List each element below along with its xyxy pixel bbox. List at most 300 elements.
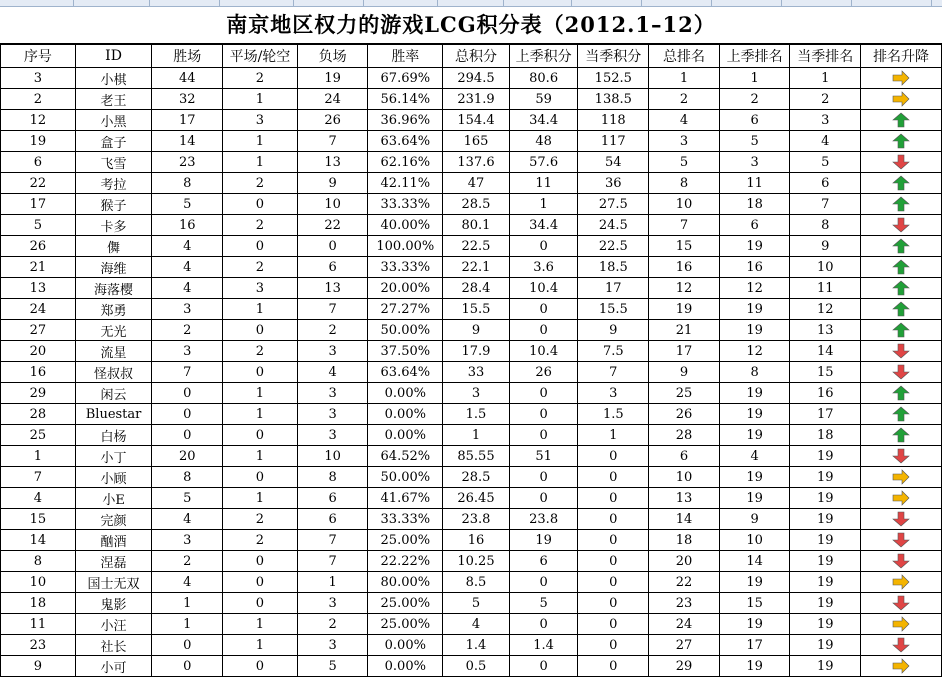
table-cell[interactable]: 6: [509, 551, 578, 572]
rank-change-cell[interactable]: [861, 68, 942, 89]
table-cell[interactable]: 17: [578, 278, 649, 299]
table-cell[interactable]: 7.5: [578, 341, 649, 362]
table-cell[interactable]: 22.1: [443, 257, 510, 278]
table-cell[interactable]: 1: [223, 89, 298, 110]
table-cell[interactable]: 5: [790, 152, 861, 173]
table-cell[interactable]: 0: [578, 509, 649, 530]
column-header[interactable]: 胜场: [152, 45, 223, 68]
table-cell[interactable]: 231.9: [443, 89, 510, 110]
table-cell[interactable]: 2: [223, 173, 298, 194]
rank-change-cell[interactable]: [861, 362, 942, 383]
table-cell[interactable]: 26.45: [443, 488, 510, 509]
table-cell[interactable]: 0.00%: [368, 635, 443, 656]
table-cell[interactable]: 10.4: [509, 341, 578, 362]
table-cell[interactable]: 19: [509, 530, 578, 551]
table-cell[interactable]: 80.6: [509, 68, 578, 89]
table-cell[interactable]: 7: [297, 299, 368, 320]
table-cell[interactable]: 0: [578, 488, 649, 509]
table-cell[interactable]: 19: [790, 656, 861, 677]
table-cell[interactable]: 80.1: [443, 215, 510, 236]
table-cell[interactable]: 4: [297, 362, 368, 383]
table-cell[interactable]: 9: [297, 173, 368, 194]
table-cell[interactable]: 50.00%: [368, 320, 443, 341]
table-cell[interactable]: 10: [649, 194, 720, 215]
table-cell[interactable]: 2: [223, 341, 298, 362]
table-cell[interactable]: 19: [719, 488, 790, 509]
table-cell[interactable]: 14: [790, 341, 861, 362]
table-cell[interactable]: 1.4: [509, 635, 578, 656]
table-cell[interactable]: 16: [649, 257, 720, 278]
table-cell[interactable]: 1: [509, 194, 578, 215]
table-cell[interactable]: 酗酒: [75, 530, 152, 551]
rank-change-cell[interactable]: [861, 257, 942, 278]
rank-change-cell[interactable]: [861, 530, 942, 551]
table-cell[interactable]: 10: [297, 446, 368, 467]
table-cell[interactable]: 2: [223, 68, 298, 89]
column-header[interactable]: 平场/轮空: [223, 45, 298, 68]
table-cell[interactable]: 24: [1, 299, 76, 320]
table-cell[interactable]: 18: [649, 530, 720, 551]
table-cell[interactable]: 27: [1, 320, 76, 341]
table-cell[interactable]: 0: [578, 656, 649, 677]
table-cell[interactable]: 294.5: [443, 68, 510, 89]
table-cell[interactable]: 8: [719, 362, 790, 383]
column-header[interactable]: 排名升降: [861, 45, 942, 68]
table-cell[interactable]: 1: [223, 383, 298, 404]
table-cell[interactable]: 117: [578, 131, 649, 152]
table-cell[interactable]: 15.5: [578, 299, 649, 320]
table-cell[interactable]: 22: [1, 173, 76, 194]
table-cell[interactable]: 6: [719, 110, 790, 131]
table-cell[interactable]: 0: [509, 299, 578, 320]
column-header[interactable]: 总排名: [649, 45, 720, 68]
table-cell[interactable]: 10: [719, 530, 790, 551]
table-cell[interactable]: 0: [509, 236, 578, 257]
column-header[interactable]: 总积分: [443, 45, 510, 68]
table-cell[interactable]: 4: [649, 110, 720, 131]
table-cell[interactable]: 20: [649, 551, 720, 572]
table-cell[interactable]: 138.5: [578, 89, 649, 110]
table-cell[interactable]: 1: [223, 635, 298, 656]
table-cell[interactable]: 儛: [75, 236, 152, 257]
table-cell[interactable]: 5: [152, 488, 223, 509]
table-cell[interactable]: 7: [152, 362, 223, 383]
rank-change-cell[interactable]: [861, 173, 942, 194]
table-cell[interactable]: 59: [509, 89, 578, 110]
column-header[interactable]: 当季排名: [790, 45, 861, 68]
table-cell[interactable]: 24.5: [578, 215, 649, 236]
table-cell[interactable]: 5: [719, 131, 790, 152]
table-cell[interactable]: 5: [152, 194, 223, 215]
table-cell[interactable]: 23.8: [509, 509, 578, 530]
table-cell[interactable]: 9: [578, 320, 649, 341]
column-header[interactable]: 当季积分: [578, 45, 649, 68]
rank-change-cell[interactable]: [861, 656, 942, 677]
table-cell[interactable]: 小丁: [75, 446, 152, 467]
table-cell[interactable]: 17: [719, 635, 790, 656]
table-cell[interactable]: 17: [152, 110, 223, 131]
table-cell[interactable]: 154.4: [443, 110, 510, 131]
table-cell[interactable]: 20: [152, 446, 223, 467]
table-cell[interactable]: 小可: [75, 656, 152, 677]
table-cell[interactable]: 1: [297, 572, 368, 593]
table-cell[interactable]: 14: [1, 530, 76, 551]
table-cell[interactable]: 33.33%: [368, 257, 443, 278]
table-cell[interactable]: 12: [719, 278, 790, 299]
table-cell[interactable]: 0: [578, 614, 649, 635]
table-cell[interactable]: 7: [578, 362, 649, 383]
table-cell[interactable]: 63.64%: [368, 131, 443, 152]
table-cell[interactable]: 3: [790, 110, 861, 131]
table-cell[interactable]: 118: [578, 110, 649, 131]
table-cell[interactable]: 13: [790, 320, 861, 341]
table-cell[interactable]: 0: [152, 404, 223, 425]
table-cell[interactable]: 13: [1, 278, 76, 299]
table-cell[interactable]: 137.6: [443, 152, 510, 173]
table-cell[interactable]: 9: [790, 236, 861, 257]
table-cell[interactable]: 25: [649, 383, 720, 404]
table-cell[interactable]: 25: [1, 425, 76, 446]
table-cell[interactable]: 10: [790, 257, 861, 278]
table-cell[interactable]: 6: [719, 215, 790, 236]
table-cell[interactable]: 0: [223, 467, 298, 488]
table-cell[interactable]: 3: [297, 383, 368, 404]
rank-change-cell[interactable]: [861, 152, 942, 173]
table-cell[interactable]: 64.52%: [368, 446, 443, 467]
table-cell[interactable]: 19: [719, 404, 790, 425]
table-cell[interactable]: 闲云: [75, 383, 152, 404]
table-cell[interactable]: 42.11%: [368, 173, 443, 194]
table-cell[interactable]: 48: [509, 131, 578, 152]
table-cell[interactable]: 7: [1, 467, 76, 488]
table-cell[interactable]: 4: [790, 131, 861, 152]
table-cell[interactable]: 16: [152, 215, 223, 236]
table-cell[interactable]: 0: [509, 614, 578, 635]
table-cell[interactable]: 国士无双: [75, 572, 152, 593]
table-cell[interactable]: 0.00%: [368, 404, 443, 425]
column-header[interactable]: 上季排名: [719, 45, 790, 68]
table-cell[interactable]: 28: [649, 425, 720, 446]
rank-change-cell[interactable]: [861, 551, 942, 572]
table-cell[interactable]: 12: [1, 110, 76, 131]
table-cell[interactable]: 6: [297, 509, 368, 530]
rank-change-cell[interactable]: [861, 488, 942, 509]
table-cell[interactable]: 19: [719, 320, 790, 341]
table-cell[interactable]: 3: [297, 635, 368, 656]
table-cell[interactable]: 4: [152, 236, 223, 257]
table-cell[interactable]: 33.33%: [368, 194, 443, 215]
table-cell[interactable]: 0: [578, 593, 649, 614]
table-cell[interactable]: 2: [719, 89, 790, 110]
table-cell[interactable]: 0: [152, 656, 223, 677]
table-cell[interactable]: 13: [649, 488, 720, 509]
table-cell[interactable]: 15: [649, 236, 720, 257]
table-cell[interactable]: 5: [649, 152, 720, 173]
table-cell[interactable]: 海落樱: [75, 278, 152, 299]
table-cell[interactable]: 0: [509, 467, 578, 488]
table-cell[interactable]: 6: [1, 152, 76, 173]
table-cell[interactable]: 12: [790, 299, 861, 320]
table-cell[interactable]: 0: [578, 467, 649, 488]
table-cell[interactable]: 26: [509, 362, 578, 383]
table-cell[interactable]: 5: [509, 593, 578, 614]
table-cell[interactable]: 0: [578, 635, 649, 656]
table-cell[interactable]: 0.5: [443, 656, 510, 677]
table-cell[interactable]: 1: [223, 488, 298, 509]
column-header[interactable]: 序号: [1, 45, 76, 68]
table-cell[interactable]: 28: [1, 404, 76, 425]
table-cell[interactable]: Bluestar: [75, 404, 152, 425]
table-cell[interactable]: 0: [223, 551, 298, 572]
table-cell[interactable]: 21: [1, 257, 76, 278]
table-cell[interactable]: 8: [297, 467, 368, 488]
table-cell[interactable]: 18.5: [578, 257, 649, 278]
table-cell[interactable]: 50.00%: [368, 467, 443, 488]
rank-change-cell[interactable]: [861, 341, 942, 362]
column-header[interactable]: 胜率: [368, 45, 443, 68]
table-cell[interactable]: 0: [152, 383, 223, 404]
table-cell[interactable]: 19: [790, 614, 861, 635]
table-cell[interactable]: 37.50%: [368, 341, 443, 362]
rank-change-cell[interactable]: [861, 425, 942, 446]
rank-change-cell[interactable]: [861, 404, 942, 425]
table-cell[interactable]: 3: [443, 383, 510, 404]
rank-change-cell[interactable]: [861, 593, 942, 614]
table-cell[interactable]: 1: [719, 68, 790, 89]
table-cell[interactable]: 4: [152, 509, 223, 530]
table-cell[interactable]: 29: [1, 383, 76, 404]
table-cell[interactable]: 5: [297, 656, 368, 677]
table-cell[interactable]: 3: [223, 110, 298, 131]
table-cell[interactable]: 19: [297, 68, 368, 89]
table-cell[interactable]: 22.5: [443, 236, 510, 257]
table-cell[interactable]: 2: [297, 320, 368, 341]
table-cell[interactable]: 小顾: [75, 467, 152, 488]
table-cell[interactable]: 33: [443, 362, 510, 383]
table-cell[interactable]: 19: [790, 530, 861, 551]
table-cell[interactable]: 34.4: [509, 110, 578, 131]
table-cell[interactable]: 3: [578, 383, 649, 404]
table-cell[interactable]: 1: [223, 404, 298, 425]
table-cell[interactable]: 41.67%: [368, 488, 443, 509]
rank-change-cell[interactable]: [861, 194, 942, 215]
table-cell[interactable]: 3: [297, 404, 368, 425]
table-cell[interactable]: 24: [297, 89, 368, 110]
table-cell[interactable]: 0: [223, 236, 298, 257]
table-cell[interactable]: 2: [152, 320, 223, 341]
table-cell[interactable]: 1: [1, 446, 76, 467]
table-cell[interactable]: 57.6: [509, 152, 578, 173]
table-cell[interactable]: 完颜: [75, 509, 152, 530]
table-cell[interactable]: 4: [443, 614, 510, 635]
table-cell[interactable]: 17: [790, 404, 861, 425]
table-cell[interactable]: 小黑: [75, 110, 152, 131]
table-cell[interactable]: 25.00%: [368, 614, 443, 635]
table-cell[interactable]: 0: [152, 425, 223, 446]
table-cell[interactable]: 8: [790, 215, 861, 236]
table-cell[interactable]: 卡多: [75, 215, 152, 236]
table-cell[interactable]: 24: [649, 614, 720, 635]
table-cell[interactable]: 16: [719, 257, 790, 278]
table-cell[interactable]: 19: [719, 467, 790, 488]
table-cell[interactable]: 7: [297, 530, 368, 551]
table-cell[interactable]: 猴子: [75, 194, 152, 215]
table-cell[interactable]: 21: [649, 320, 720, 341]
table-cell[interactable]: 2: [223, 530, 298, 551]
table-cell[interactable]: 3: [223, 278, 298, 299]
table-cell[interactable]: 0: [223, 572, 298, 593]
table-cell[interactable]: 19: [719, 572, 790, 593]
table-cell[interactable]: 17.9: [443, 341, 510, 362]
table-cell[interactable]: 47: [443, 173, 510, 194]
table-cell[interactable]: 9: [649, 362, 720, 383]
table-cell[interactable]: 7: [297, 551, 368, 572]
table-cell[interactable]: 23: [649, 593, 720, 614]
table-cell[interactable]: 飞雪: [75, 152, 152, 173]
table-cell[interactable]: 22: [649, 572, 720, 593]
table-cell[interactable]: 0: [223, 362, 298, 383]
table-cell[interactable]: 4: [152, 278, 223, 299]
table-cell[interactable]: 无光: [75, 320, 152, 341]
table-cell[interactable]: 2: [152, 551, 223, 572]
table-cell[interactable]: 1: [790, 68, 861, 89]
table-cell[interactable]: 5: [443, 593, 510, 614]
table-cell[interactable]: 小汪: [75, 614, 152, 635]
table-cell[interactable]: 19: [790, 572, 861, 593]
table-cell[interactable]: 10: [297, 194, 368, 215]
table-cell[interactable]: 0: [223, 593, 298, 614]
table-cell[interactable]: 0.00%: [368, 656, 443, 677]
table-cell[interactable]: 23: [1, 635, 76, 656]
table-cell[interactable]: 1: [223, 131, 298, 152]
table-cell[interactable]: 19: [719, 614, 790, 635]
table-cell[interactable]: 67.69%: [368, 68, 443, 89]
table-cell[interactable]: 19: [790, 488, 861, 509]
table-cell[interactable]: 涅磊: [75, 551, 152, 572]
table-cell[interactable]: 1: [578, 425, 649, 446]
table-cell[interactable]: 1: [649, 68, 720, 89]
table-cell[interactable]: 8: [1, 551, 76, 572]
table-cell[interactable]: 9: [1, 656, 76, 677]
table-cell[interactable]: 3: [297, 341, 368, 362]
table-cell[interactable]: 7: [649, 215, 720, 236]
table-cell[interactable]: 80.00%: [368, 572, 443, 593]
table-cell[interactable]: 1: [223, 446, 298, 467]
table-cell[interactable]: 郑勇: [75, 299, 152, 320]
table-cell[interactable]: 14: [649, 509, 720, 530]
table-cell[interactable]: 17: [649, 341, 720, 362]
table-cell[interactable]: 54: [578, 152, 649, 173]
table-cell[interactable]: 16: [790, 383, 861, 404]
table-cell[interactable]: 4: [719, 446, 790, 467]
table-cell[interactable]: 10.25: [443, 551, 510, 572]
rank-change-cell[interactable]: [861, 446, 942, 467]
table-cell[interactable]: 27: [649, 635, 720, 656]
table-cell[interactable]: 小棋: [75, 68, 152, 89]
table-cell[interactable]: 40.00%: [368, 215, 443, 236]
table-cell[interactable]: 152.5: [578, 68, 649, 89]
table-cell[interactable]: 2: [223, 215, 298, 236]
table-cell[interactable]: 0: [223, 194, 298, 215]
table-cell[interactable]: 33.33%: [368, 509, 443, 530]
table-cell[interactable]: 100.00%: [368, 236, 443, 257]
table-cell[interactable]: 63.64%: [368, 362, 443, 383]
table-cell[interactable]: 1.5: [443, 404, 510, 425]
table-cell[interactable]: 18: [719, 194, 790, 215]
table-cell[interactable]: 9: [719, 509, 790, 530]
table-cell[interactable]: 36: [578, 173, 649, 194]
table-cell[interactable]: 0: [297, 236, 368, 257]
table-cell[interactable]: 0: [223, 425, 298, 446]
table-cell[interactable]: 6: [297, 257, 368, 278]
table-cell[interactable]: 23.8: [443, 509, 510, 530]
table-cell[interactable]: 2: [223, 509, 298, 530]
table-cell[interactable]: 25.00%: [368, 530, 443, 551]
table-cell[interactable]: 14: [719, 551, 790, 572]
table-cell[interactable]: 0: [223, 320, 298, 341]
table-cell[interactable]: 19: [649, 299, 720, 320]
table-cell[interactable]: 0: [578, 530, 649, 551]
table-cell[interactable]: 1: [152, 614, 223, 635]
table-cell[interactable]: 3: [297, 425, 368, 446]
table-cell[interactable]: 3: [719, 152, 790, 173]
table-cell[interactable]: 19: [719, 656, 790, 677]
rank-change-cell[interactable]: [861, 278, 942, 299]
table-cell[interactable]: 8: [152, 173, 223, 194]
table-cell[interactable]: 1.5: [578, 404, 649, 425]
table-cell[interactable]: 4: [152, 257, 223, 278]
table-cell[interactable]: 29: [649, 656, 720, 677]
table-cell[interactable]: 2: [790, 89, 861, 110]
table-cell[interactable]: 11: [1, 614, 76, 635]
table-cell[interactable]: 9: [443, 320, 510, 341]
rank-change-cell[interactable]: [861, 467, 942, 488]
table-cell[interactable]: 19: [719, 383, 790, 404]
table-cell[interactable]: 怪叔叔: [75, 362, 152, 383]
rank-change-cell[interactable]: [861, 614, 942, 635]
table-cell[interactable]: 15: [790, 362, 861, 383]
table-cell[interactable]: 0: [509, 425, 578, 446]
table-cell[interactable]: 0.00%: [368, 425, 443, 446]
table-cell[interactable]: 0: [578, 551, 649, 572]
table-cell[interactable]: 0: [509, 572, 578, 593]
table-cell[interactable]: 19: [790, 551, 861, 572]
column-header[interactable]: 负场: [297, 45, 368, 68]
table-cell[interactable]: 165: [443, 131, 510, 152]
table-cell[interactable]: 6: [649, 446, 720, 467]
table-cell[interactable]: 13: [297, 152, 368, 173]
table-cell[interactable]: 3: [152, 341, 223, 362]
rank-change-cell[interactable]: [861, 383, 942, 404]
rank-change-cell[interactable]: [861, 110, 942, 131]
table-cell[interactable]: 22.22%: [368, 551, 443, 572]
table-cell[interactable]: 23: [152, 152, 223, 173]
table-cell[interactable]: 26: [649, 404, 720, 425]
table-cell[interactable]: 0: [509, 488, 578, 509]
table-cell[interactable]: 4: [152, 572, 223, 593]
table-cell[interactable]: 16: [443, 530, 510, 551]
table-cell[interactable]: 19: [1, 131, 76, 152]
table-cell[interactable]: 11: [509, 173, 578, 194]
table-cell[interactable]: 26: [297, 110, 368, 131]
table-cell[interactable]: 18: [1, 593, 76, 614]
table-cell[interactable]: 19: [719, 236, 790, 257]
table-cell[interactable]: 10: [649, 467, 720, 488]
table-cell[interactable]: 小E: [75, 488, 152, 509]
rank-change-cell[interactable]: [861, 131, 942, 152]
table-cell[interactable]: 1: [223, 614, 298, 635]
table-cell[interactable]: 11: [719, 173, 790, 194]
